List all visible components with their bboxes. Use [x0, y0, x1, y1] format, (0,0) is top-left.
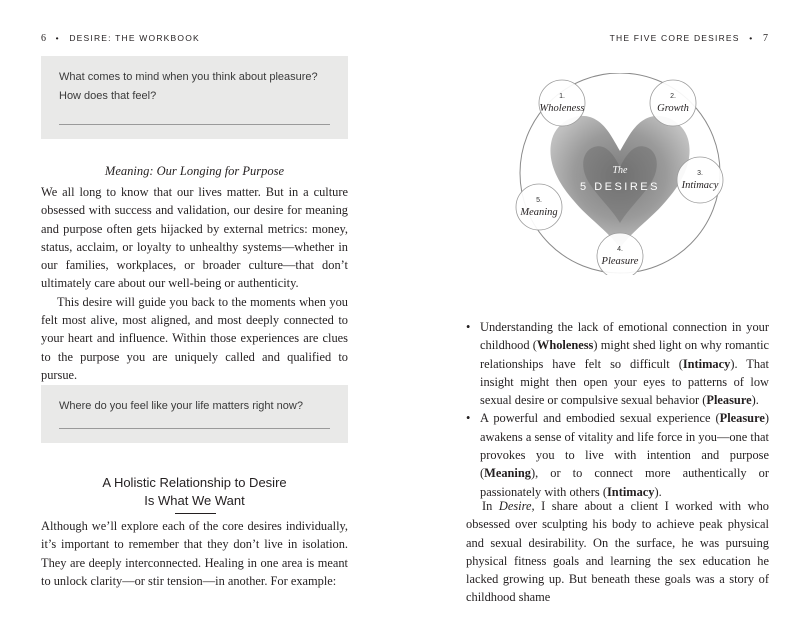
prompt-line: What comes to mind when you think about pleasure?	[59, 71, 318, 83]
answer-line	[59, 428, 330, 429]
paragraph: This desire will guide you back to the moments when you felt most alive, most aligned, and most deeply connected to your heart and influence. Within those experiences are clues to the purpose you are uniquely called and qualified to pursue.	[41, 294, 348, 382]
desire-bubble-pleasure	[597, 233, 643, 275]
list-text: ) awakens a sense of vitality and life force in you—one that provokes you to live with intention and purpose (	[480, 411, 769, 481]
diagram-center-line-1: The	[612, 165, 628, 176]
emphasis: Meaning	[484, 466, 531, 481]
running-head-bullet: •	[749, 33, 754, 43]
text-run: In	[482, 499, 499, 513]
emphasis: Wholeness	[536, 338, 594, 353]
text-run: I share about a client I worked with who obsessed over sculpting his body to achieve peak physical and sexual desirability. On the surface, he was pursuing physical fitness goals and learning the sex education he lacked growing up. But beneath these goals was a story of childhood shame	[466, 499, 769, 605]
desire-bubble-meaning	[516, 184, 562, 230]
list-text: A powerful and embodied sexual experience (	[480, 411, 720, 426]
list-text: ), or to connect more authentically or passionately with others (	[480, 466, 769, 499]
list-text: ).	[654, 484, 662, 499]
section-divider	[175, 513, 216, 514]
prompt-box-pleasure	[41, 56, 348, 139]
running-title: DESIRE: THE WORKBOOK	[69, 33, 200, 43]
list-item	[466, 318, 769, 409]
desire-bubble-circle	[597, 233, 643, 275]
list-text: ). That insight might then open your eyes to patterns of low sexual desire or compulsive sexual behavior (	[480, 356, 769, 408]
book-title: Desire,	[498, 499, 535, 513]
section-heading	[41, 474, 348, 510]
bullet-dot: •	[466, 411, 471, 426]
list-text: ).	[751, 393, 759, 408]
paragraph: We all long to know that our lives matter. But in a culture obsessed with success and validation, our desire for meaning and purpose often gets hijacked by external metrics: money, status, acclaim, or loyalty to unhealthy systems—whether in our families, workplaces, or broader culture—that don’t ultimately care about our well-being or authenticity.	[41, 185, 348, 291]
desire-label: Meaning	[520, 207, 558, 218]
desire-label: Pleasure	[601, 256, 639, 267]
paragraph: Although we’ll explore each of the core desires individually, it’s important to remember that they don’t live in isolation. They are deeply interconnected. Healing in one area is meant to unlock clarity—or stir tension—in another. For example:	[41, 519, 348, 588]
desire-label: Growth	[657, 103, 689, 114]
bullet-dot: •	[466, 320, 471, 334]
meaning-section-text	[41, 183, 348, 384]
running-head-bullet: •	[55, 33, 60, 43]
prompt-line: How does that feel?	[59, 89, 157, 102]
desire-bubble-intimacy	[677, 157, 723, 203]
emphasis: Intimacy	[682, 356, 731, 371]
diagram-center-line-2: 5 DESIRES	[580, 181, 660, 193]
section-heading-line: Is What We Want	[144, 493, 245, 508]
desire-number: 1.	[559, 93, 565, 100]
desire-label: Intimacy	[681, 180, 719, 191]
list-text: ) might shed light on why romantic relationships have felt so difficult (	[480, 338, 770, 371]
desire-bubble-wholeness	[539, 80, 585, 126]
list-item	[466, 409, 769, 500]
desire-number: 5.	[536, 197, 542, 204]
paragraph	[466, 497, 769, 607]
desire-label: Wholeness	[539, 103, 585, 114]
page-number: 6	[41, 33, 46, 44]
running-head-left	[41, 33, 200, 44]
list-text: Understanding the lack of emotional connection in your childhood (	[480, 320, 769, 353]
prompt-box-meaning	[41, 385, 348, 443]
emphasis: Pleasure	[706, 393, 752, 408]
desire-number: 4.	[617, 246, 623, 253]
section-heading-line: A Holistic Relationship to Desire	[102, 475, 287, 490]
prompt-line: Where do you feel like your life matters right now?	[59, 400, 303, 412]
five-desires-diagram	[496, 73, 746, 275]
desire-examples-list	[466, 318, 769, 501]
page-number: 7	[763, 33, 768, 44]
desire-bubble-growth	[650, 80, 696, 126]
meaning-heading: Meaning: Our Longing for Purpose	[104, 164, 285, 178]
holistic-section-text	[41, 517, 348, 590]
answer-line	[59, 124, 330, 125]
desire-number: 3.	[697, 170, 703, 177]
emphasis: Intimacy	[606, 484, 655, 499]
emphasis: Pleasure	[719, 411, 765, 426]
desire-number: 2.	[670, 93, 676, 100]
running-head-right	[610, 33, 768, 44]
closing-paragraph	[466, 497, 769, 607]
running-title: THE FIVE CORE DESIRES	[609, 33, 740, 43]
